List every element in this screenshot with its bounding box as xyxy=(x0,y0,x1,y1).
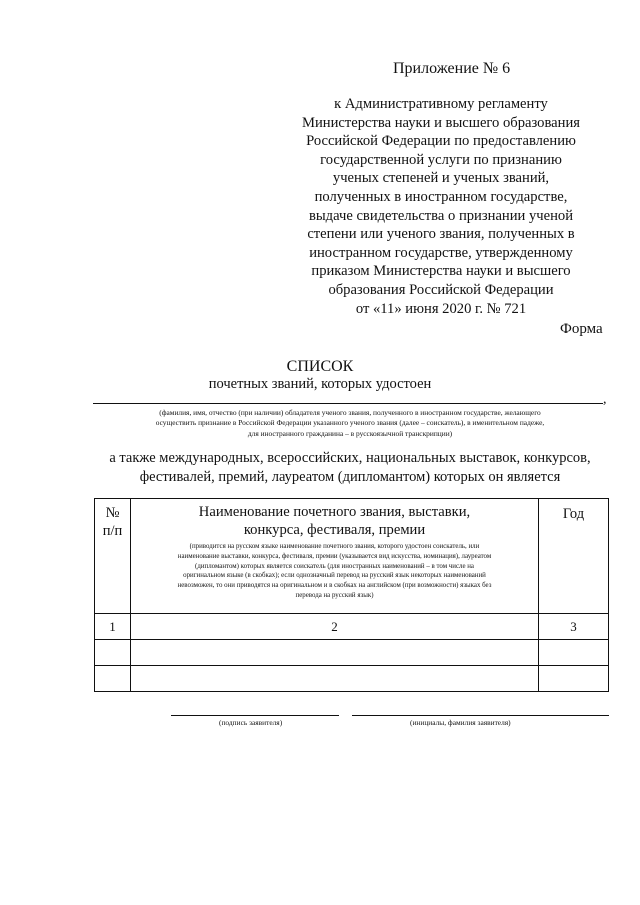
column-number-cell: 3 xyxy=(539,614,609,640)
appendix-line: степени или ученого звания, полученных в xyxy=(307,226,575,243)
column-number-cell: 2 xyxy=(131,614,539,640)
signature-line[interactable] xyxy=(171,715,339,716)
header-year-cell: Год xyxy=(539,499,609,614)
header-name-line: конкурса, фестиваля, премии xyxy=(243,522,426,538)
name-hint xyxy=(100,408,600,439)
table-header-row xyxy=(95,499,609,614)
header-name-cell xyxy=(131,499,539,614)
column-number-cell: 1 xyxy=(95,614,131,640)
table-cell[interactable] xyxy=(131,640,539,666)
table-cell[interactable] xyxy=(95,640,131,666)
column-number-row xyxy=(95,614,609,640)
header-num-abbr: п/п xyxy=(102,523,123,539)
list-subtitle: почетных званий, которых удостоен xyxy=(208,376,432,392)
name-hint-line: (фамилия, имя, отчество (при наличии) обладателя ученого звания, полученного в иностранном государстве, желающего xyxy=(159,408,541,417)
name-fill-comma: , xyxy=(603,392,607,407)
name-hint-line: для иностранного гражданина – в русскоязычной транскрипции) xyxy=(247,428,453,438)
header-num-symbol: № xyxy=(105,505,120,521)
also-line: а также международных, всероссийских, национальных выставок, конкурсов, xyxy=(109,450,591,466)
also-statement xyxy=(95,449,605,486)
table-row xyxy=(95,640,609,666)
table-cell[interactable] xyxy=(539,640,609,666)
header-note-line: оригинальном языке (в скобках); если однозначный перевод на русский язык некоторых наименований xyxy=(183,572,486,580)
appendix-line: полученных в иностранном государстве, xyxy=(314,188,568,205)
table-cell[interactable] xyxy=(95,666,131,692)
name-hint-line: осуществить признание в Российской Федерации указанного ученого звания (далее – соискатель), в именительном падеже, xyxy=(155,418,545,428)
header-note-line: наименование выставки, конкурса, фестиваля, премии (указывается вид искусства, номинация), лауреатом xyxy=(177,552,492,560)
appendix-reference xyxy=(292,95,590,318)
appendix-line: Министерства науки и высшего образования xyxy=(301,114,580,131)
initials-hint: (инициалы, фамилия заявителя) xyxy=(410,718,511,727)
header-name-note xyxy=(131,539,538,603)
appendix-line: государственной услуги по признанию xyxy=(320,151,562,168)
header-num-cell xyxy=(95,499,131,614)
appendix-line: образования Российской Федерации xyxy=(328,281,554,298)
header-note-line: (приводится на русском языке наименование почетного звания, которого удостоен соискатель, или xyxy=(189,543,480,550)
list-title: СПИСОК xyxy=(286,358,354,375)
appendix-line: Российской Федерации по предоставлению xyxy=(306,133,576,150)
appendix-line: от «11» июня 2020 г. № 721 xyxy=(355,300,527,317)
appendix-line: ученых степеней и ученых званий, xyxy=(332,170,550,187)
table-cell[interactable] xyxy=(539,666,609,692)
initials-line[interactable] xyxy=(352,715,609,716)
appendix-line: к Административному регламенту xyxy=(334,96,548,112)
form-label: Форма xyxy=(560,321,603,337)
table-row xyxy=(95,666,609,692)
appendix-line: выдаче свидетельства о признании ученой xyxy=(308,207,574,224)
awards-table xyxy=(94,498,609,692)
appendix-title: Приложение № 6 xyxy=(393,60,511,77)
header-note-line: невозможен, то они приводятся на оригинальном и в скобках на английском (при возможности) языках без xyxy=(177,582,492,590)
also-line: фестивалей, премий, лауреатом (дипломантом) которых он является xyxy=(139,468,561,485)
name-fill-line[interactable] xyxy=(93,403,603,404)
appendix-line: иностранном государстве, утвержденному xyxy=(309,244,573,261)
appendix-line: приказом Министерства науки и высшего xyxy=(311,263,571,280)
table-cell[interactable] xyxy=(131,666,539,692)
header-name-line: Наименование почетного звания, выставки, xyxy=(198,504,471,520)
header-note-line: (дипломантом) которых является соискатель (для иностранных наименований – в том числе на xyxy=(195,562,474,570)
signature-hint: (подпись заявителя) xyxy=(219,718,283,727)
header-note-line: перевода на русский язык) xyxy=(295,591,374,599)
